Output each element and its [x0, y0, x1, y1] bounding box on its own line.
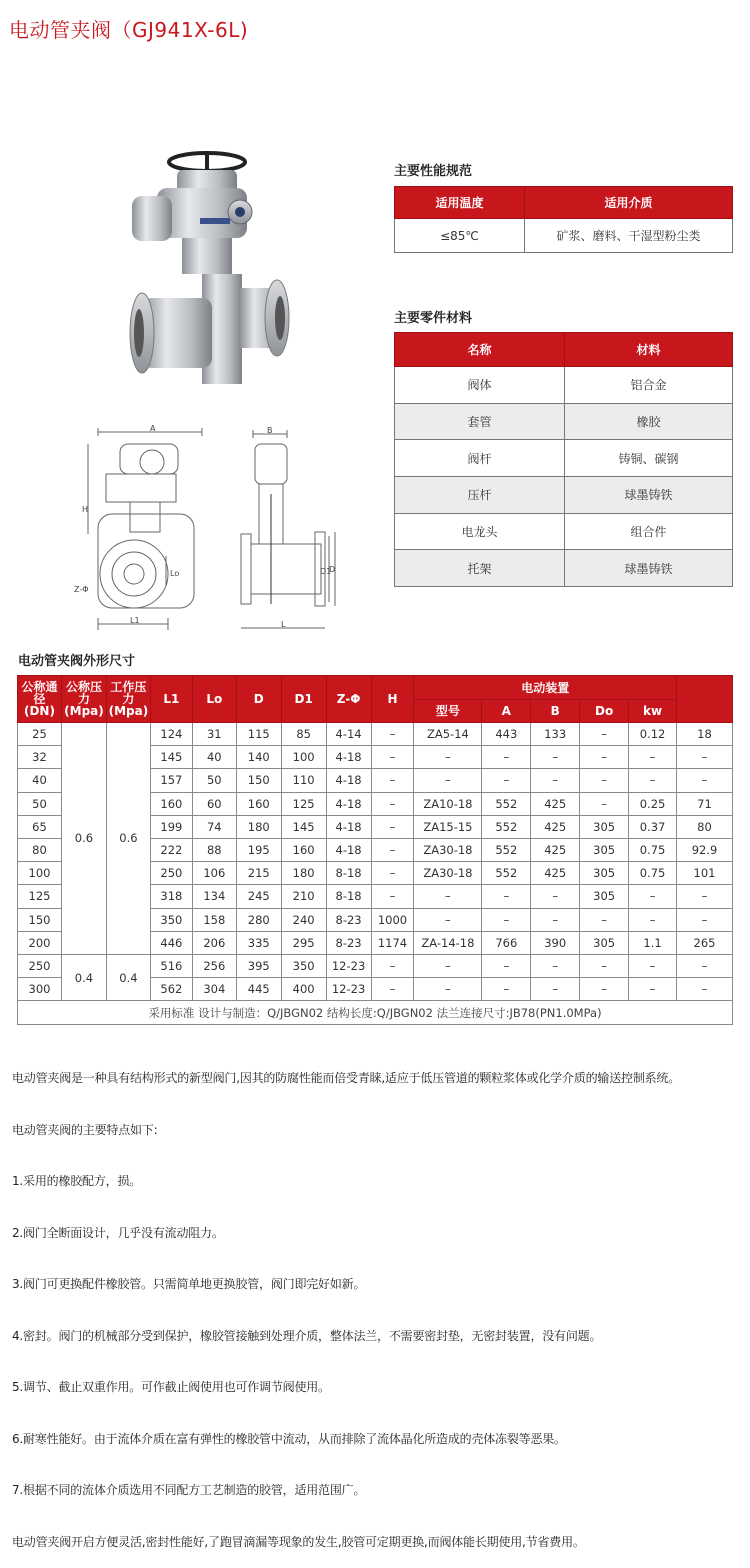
dim-label-l1: L1: [130, 616, 140, 625]
dims-cell: 552: [482, 862, 531, 885]
dims-cell: 124: [150, 723, 192, 746]
dims-cell: 0.4: [106, 954, 150, 1000]
dims-cell: 200: [18, 931, 62, 954]
dims-cell: –: [414, 978, 482, 1001]
dims-cell: 4-18: [326, 815, 371, 838]
spec-heading: 主要性能规范: [394, 164, 473, 179]
dims-cell: 25: [18, 723, 62, 746]
dims-cell: 210: [281, 885, 326, 908]
dims-cell: 0.6: [106, 723, 150, 955]
dims-header-device: 电动装置: [414, 676, 677, 700]
dims-cell: 1000: [371, 908, 414, 931]
dims-body: [18, 723, 733, 1001]
dims-cell: 256: [192, 954, 236, 977]
dims-cell: 0.75: [629, 838, 677, 861]
dims-row: [18, 723, 733, 746]
dims-cell: 0.6: [61, 723, 106, 955]
parts-table: [394, 332, 733, 587]
parts-heading: 主要零件材料: [394, 311, 473, 326]
dims-cell: –: [580, 723, 629, 746]
dims-cell: –: [414, 908, 482, 931]
dims-cell: 8-18: [326, 862, 371, 885]
dims-cell: 400: [281, 978, 326, 1001]
page-title: 电动管夹阀（GJ941X-6L): [9, 18, 249, 42]
dims-cell: 133: [531, 723, 580, 746]
dims-cell: ZA10-18: [414, 792, 482, 815]
part-material: 组合件: [565, 513, 733, 550]
dims-header-z: Z-Φ: [326, 676, 371, 723]
dims-cell: 350: [281, 954, 326, 977]
dims-header-b: B: [531, 700, 580, 723]
dims-cell: 150: [18, 908, 62, 931]
dims-cell: –: [629, 746, 677, 769]
dims-cell: 160: [281, 838, 326, 861]
dims-cell: 60: [192, 792, 236, 815]
spec-cell-temp: ≤85℃: [395, 219, 525, 253]
feature-item: 6.耐寒性能好。由于流体介质在富有弹性的橡胶管中流动，从而排除了流体晶化所造成的壳体冻裂等恶果。: [12, 1432, 566, 1446]
closing-paragraph: 电动管夹阀开启方便灵活,密封性能好,了跑冒滴漏等现象的发生,胶管可定期更换,而阀体能长期使用,节省费用。: [12, 1535, 585, 1549]
dims-cell: 134: [192, 885, 236, 908]
dims-cell: –: [677, 769, 733, 792]
features-heading: 电动管夹阀的主要特点如下:: [12, 1123, 158, 1137]
dims-cell: 199: [150, 815, 192, 838]
dims-cell: 125: [18, 885, 62, 908]
dims-cell: –: [371, 954, 414, 977]
dims-cell: 0.12: [629, 723, 677, 746]
dims-cell: –: [677, 978, 733, 1001]
dims-cell: 250: [150, 862, 192, 885]
dims-cell: –: [531, 885, 580, 908]
dims-cell: 552: [482, 815, 531, 838]
dims-cell: 50: [18, 792, 62, 815]
dims-cell: 516: [150, 954, 192, 977]
dims-cell: 8-23: [326, 931, 371, 954]
dim-label-z: Z-Φ: [74, 585, 89, 594]
dims-cell: 100: [18, 862, 62, 885]
dims-cell: 445: [236, 978, 281, 1001]
dims-header-dn: 公称通径(DN): [18, 676, 62, 723]
dims-cell: –: [482, 954, 531, 977]
dims-cell: 0.4: [61, 954, 106, 1000]
dims-cell: –: [371, 978, 414, 1001]
dims-cell: ZA30-18: [414, 862, 482, 885]
feature-item: 7.根据不同的流体介质选用不同配方工艺制造的胶管，适用范围广。: [12, 1483, 366, 1497]
dims-cell: 50: [192, 769, 236, 792]
part-material: 铝合金: [565, 367, 733, 404]
dims-cell: ZA30-18: [414, 838, 482, 861]
feature-item: 2.阀门全断面设计，几乎没有流动阻力。: [12, 1226, 224, 1240]
dims-cell: –: [482, 908, 531, 931]
dims-cell: 157: [150, 769, 192, 792]
spec-table: [394, 186, 733, 253]
dims-cell: 106: [192, 862, 236, 885]
product-photo: [112, 148, 302, 398]
dims-header-model: 型号: [414, 700, 482, 723]
dims-cell: 305: [580, 838, 629, 861]
dims-cell: 300: [18, 978, 62, 1001]
parts-header-name: 名称: [395, 333, 565, 367]
part-material: 球墨铸铁: [565, 550, 733, 587]
dims-cell: –: [629, 885, 677, 908]
feature-item: 4.密封。阀门的机械部分受到保护，橡胶管接触到处理介质，整体法兰，不需要密封垫，无密封装置，没有问题。: [12, 1329, 602, 1343]
dims-cell: –: [482, 885, 531, 908]
dims-cell: 32: [18, 746, 62, 769]
dims-cell: –: [414, 954, 482, 977]
spec-header-medium: 适用介质: [525, 187, 733, 219]
dims-heading: 电动管夹阀外形尺寸: [18, 654, 136, 669]
dims-cell: –: [414, 769, 482, 792]
dims-cell: 280: [236, 908, 281, 931]
dims-cell: 552: [482, 792, 531, 815]
dims-cell: ZA15-15: [414, 815, 482, 838]
dims-cell: 425: [531, 838, 580, 861]
dims-cell: 115: [236, 723, 281, 746]
dims-cell: 425: [531, 815, 580, 838]
dims-cell: 305: [580, 862, 629, 885]
dim-label-l: L: [281, 620, 286, 629]
front-view-drawing: [70, 424, 230, 636]
dims-cell: 80: [677, 815, 733, 838]
dims-cell: 8-23: [326, 908, 371, 931]
dims-cell: 100: [281, 746, 326, 769]
dim-label-h: H: [82, 505, 89, 514]
dims-cell: –: [371, 746, 414, 769]
dims-cell: 425: [531, 792, 580, 815]
dims-cell: 110: [281, 769, 326, 792]
dims-header-kw: kw: [629, 700, 677, 723]
dims-cell: 245: [236, 885, 281, 908]
dims-cell: –: [531, 978, 580, 1001]
dims-cell: 92.9: [677, 838, 733, 861]
part-name: 阀杆: [395, 440, 565, 477]
dims-cell: 180: [236, 815, 281, 838]
part-name: 套管: [395, 403, 565, 440]
dims-cell: 31: [192, 723, 236, 746]
dims-cell: 8-18: [326, 885, 371, 908]
dim-label-lo: Lo: [170, 569, 180, 578]
dims-cell: –: [580, 792, 629, 815]
dim-label-d1: D1: [320, 567, 332, 576]
dims-header-l1: L1: [150, 676, 192, 723]
dims-cell: 350: [150, 908, 192, 931]
dims-cell: 85: [281, 723, 326, 746]
dims-cell: –: [371, 769, 414, 792]
dims-cell: ZA5-14: [414, 723, 482, 746]
dims-cell: 150: [236, 769, 281, 792]
part-name: 阀体: [395, 367, 565, 404]
dims-header-do: Do: [580, 700, 629, 723]
dims-cell: 250: [18, 954, 62, 977]
part-name: 压杆: [395, 477, 565, 514]
dims-cell: –: [629, 908, 677, 931]
dim-label-b: B: [267, 426, 273, 435]
parts-header-material: 材料: [565, 333, 733, 367]
feature-item: 1.采用的橡胶配方，损。: [12, 1174, 142, 1188]
dims-cell: ZA-14-18: [414, 931, 482, 954]
dims-footer: 采用标准 设计与制造：Q/JBGN02 结构长度:Q/JBGN02 法兰连接尺寸:JB78(PN1.0MPa): [18, 1001, 733, 1025]
dims-cell: 18: [677, 723, 733, 746]
dims-cell: 766: [482, 931, 531, 954]
dims-cell: 318: [150, 885, 192, 908]
dims-cell: 562: [150, 978, 192, 1001]
dims-cell: –: [580, 954, 629, 977]
dims-cell: 65: [18, 815, 62, 838]
dims-cell: –: [677, 954, 733, 977]
dims-cell: –: [482, 746, 531, 769]
dims-cell: –: [482, 769, 531, 792]
dims-cell: 4-14: [326, 723, 371, 746]
dims-cell: –: [629, 978, 677, 1001]
dims-cell: 443: [482, 723, 531, 746]
dims-cell: –: [371, 885, 414, 908]
dims-row: [18, 954, 733, 977]
dims-header-blank: [677, 676, 733, 723]
dims-cell: –: [677, 908, 733, 931]
dims-cell: 240: [281, 908, 326, 931]
part-name: 电龙头: [395, 513, 565, 550]
part-material: 铸铜、碳钢: [565, 440, 733, 477]
dims-cell: –: [531, 954, 580, 977]
dims-cell: –: [580, 746, 629, 769]
dims-cell: 71: [677, 792, 733, 815]
dims-cell: 40: [192, 746, 236, 769]
spec-cell-medium: 矿浆、磨料、干湿型粉尘类: [525, 219, 733, 253]
dim-label-d: D: [329, 565, 336, 574]
dims-cell: 305: [580, 815, 629, 838]
dims-cell: 180: [281, 862, 326, 885]
part-material: 球墨铸铁: [565, 477, 733, 514]
dims-header-h: H: [371, 676, 414, 723]
dims-header-d1: D1: [281, 676, 326, 723]
spec-header-temp: 适用温度: [395, 187, 525, 219]
dims-header-a: A: [482, 700, 531, 723]
dims-cell: –: [531, 908, 580, 931]
side-view-drawing: [225, 424, 337, 636]
dims-cell: 140: [236, 746, 281, 769]
dims-cell: 4-18: [326, 746, 371, 769]
dims-cell: –: [371, 723, 414, 746]
dims-cell: –: [371, 862, 414, 885]
dims-cell: 158: [192, 908, 236, 931]
dims-cell: 0.37: [629, 815, 677, 838]
dims-table: [17, 675, 733, 1025]
dims-cell: 446: [150, 931, 192, 954]
intro-paragraph: 电动管夹阀是一种具有结构形式的新型阀门,因其的防腐性能而倍受青睐,适应于低压管道的颗粒浆体或化学介质的输送控制系统。: [12, 1071, 681, 1085]
dims-cell: 305: [580, 885, 629, 908]
dims-header-lo: Lo: [192, 676, 236, 723]
dims-cell: 425: [531, 862, 580, 885]
dims-header-d: D: [236, 676, 281, 723]
dims-cell: 160: [150, 792, 192, 815]
dims-cell: 145: [281, 815, 326, 838]
dims-cell: –: [677, 885, 733, 908]
dims-cell: 40: [18, 769, 62, 792]
part-material: 橡胶: [565, 403, 733, 440]
dims-cell: 4-18: [326, 769, 371, 792]
dim-label-a: A: [150, 424, 156, 433]
dims-cell: 1.1: [629, 931, 677, 954]
dims-cell: 74: [192, 815, 236, 838]
dims-cell: 295: [281, 931, 326, 954]
dims-cell: 215: [236, 862, 281, 885]
dims-cell: 125: [281, 792, 326, 815]
dims-cell: 335: [236, 931, 281, 954]
dims-cell: 0.75: [629, 862, 677, 885]
dims-cell: –: [371, 815, 414, 838]
dims-cell: 390: [531, 931, 580, 954]
dims-cell: –: [629, 954, 677, 977]
dims-cell: –: [482, 978, 531, 1001]
dims-cell: 304: [192, 978, 236, 1001]
feature-item: 3.阀门可更换配件橡胶管。只需简单地更换胶管，阀门即完好如新。: [12, 1277, 366, 1291]
dims-cell: –: [580, 769, 629, 792]
dims-cell: –: [580, 978, 629, 1001]
dims-cell: 206: [192, 931, 236, 954]
dims-cell: 222: [150, 838, 192, 861]
dims-cell: 305: [580, 931, 629, 954]
dims-cell: –: [629, 769, 677, 792]
dims-cell: 80: [18, 838, 62, 861]
dims-cell: 88: [192, 838, 236, 861]
dims-cell: 145: [150, 746, 192, 769]
dims-cell: 4-18: [326, 792, 371, 815]
dims-cell: 4-18: [326, 838, 371, 861]
dims-cell: 265: [677, 931, 733, 954]
feature-item: 5.调节、截止双重作用。可作截止阀使用也可作调节阀使用。: [12, 1380, 330, 1394]
dims-cell: 195: [236, 838, 281, 861]
dims-cell: –: [371, 792, 414, 815]
dims-cell: –: [531, 769, 580, 792]
dims-cell: –: [580, 908, 629, 931]
dims-cell: 395: [236, 954, 281, 977]
dims-cell: 1174: [371, 931, 414, 954]
dims-cell: –: [677, 746, 733, 769]
dims-cell: –: [531, 746, 580, 769]
dims-header-wp: 工作压力(Mpa): [106, 676, 150, 723]
dims-cell: –: [414, 746, 482, 769]
dims-cell: –: [371, 838, 414, 861]
dims-header-pn: 公称压力(Mpa): [61, 676, 106, 723]
dims-cell: –: [414, 885, 482, 908]
dims-cell: 12-23: [326, 954, 371, 977]
part-name: 托架: [395, 550, 565, 587]
dims-cell: 0.25: [629, 792, 677, 815]
dims-cell: 101: [677, 862, 733, 885]
dims-cell: 552: [482, 838, 531, 861]
dims-cell: 12-23: [326, 978, 371, 1001]
dims-cell: 160: [236, 792, 281, 815]
